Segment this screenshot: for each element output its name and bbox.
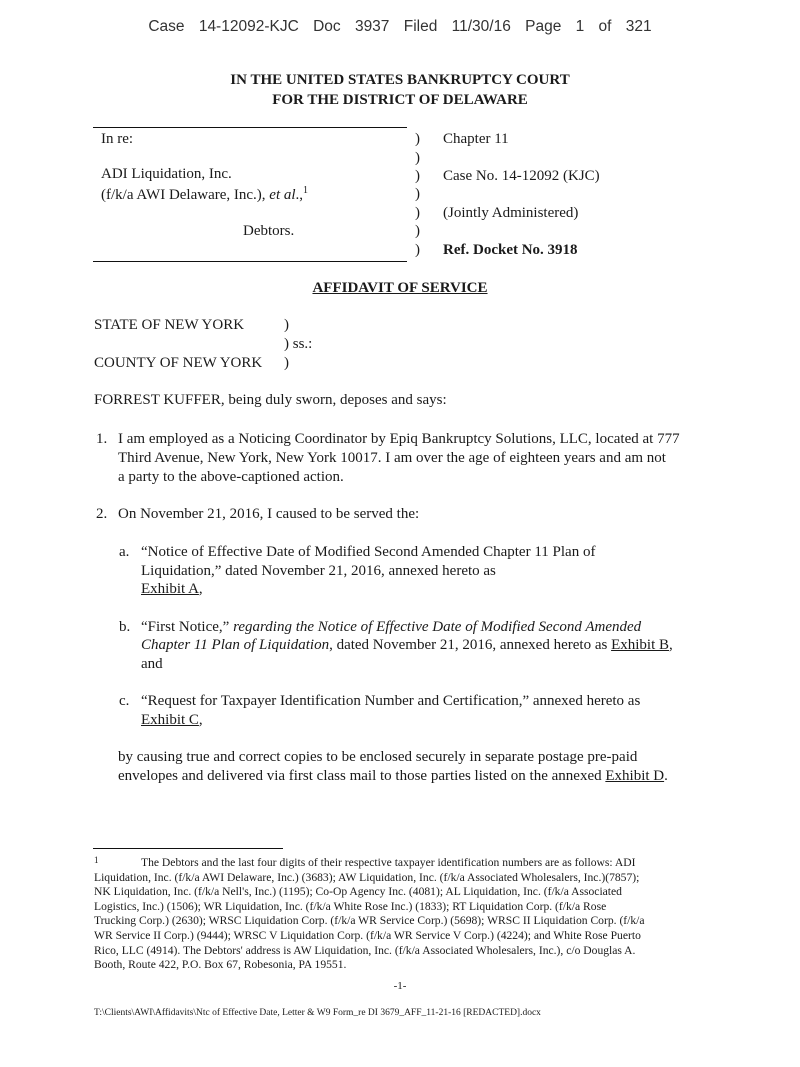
footnote-line: Logistics, Inc.) (1506); WR Liquidation, Inc. (f/k/a White Rose Inc.) (1833); RT Liquidation Corp. (f/k/a Rose: [94, 899, 607, 913]
caption-top-rule: [93, 127, 407, 128]
caption-paren: ): [415, 186, 420, 202]
venue-state: STATE OF NEW YORK: [94, 317, 245, 333]
caption-paren: ): [415, 150, 420, 166]
footnote-line: NK Liquidation, Inc. (f/k/a Nell's, Inc.) (1195); Co-Op Agency Inc. (4081); AL Liquidation, Inc. (f/k/a Associated: [94, 885, 622, 899]
venue-paren: ): [284, 355, 289, 371]
para-1-line: a party to the above-captioned action.: [118, 469, 344, 485]
chapter-label: Chapter 11: [443, 131, 509, 147]
item-a-line: “Notice of Effective Date of Modified Second Amended Chapter 11 Plan of: [141, 544, 596, 560]
caption-paren: ): [415, 168, 420, 184]
item-a-letter: a.: [119, 544, 130, 560]
footnote-line: Liquidation, Inc. (f/k/a AWI Delaware, Inc.) (3683); AW Liquidation, Inc. (f/k/a Associated Wholesalers, Inc.)(7857);: [94, 870, 640, 884]
item-b-letter: b.: [119, 619, 131, 635]
debtors-label: Debtors.: [243, 223, 295, 239]
exhibit-b-ref: Exhibit B: [611, 637, 669, 653]
item-b-line: Chapter 11 Plan of Liquidation, dated November 21, 2016, annexed hereto as Exhibit B,: [141, 637, 673, 653]
page-number: -1-: [393, 980, 407, 992]
caption-paren: ): [415, 223, 420, 239]
caption-paren: ): [415, 242, 420, 258]
para-1-line: I am employed as a Noticing Coordinator by Epiq Bankruptcy Solutions, LLC, located at 777: [118, 431, 680, 447]
footnote-line: Rico, LLC (4914). The Debtors' address is AW Liquidation, Inc. (f/k/a Associated Wholesalers, Inc.), c/o Douglas A.: [94, 943, 636, 957]
debtor-fka: (f/k/a AWI Delaware, Inc.), et al.,$^1$: [101, 185, 309, 203]
debtor-name: ADI Liquidation, Inc.: [101, 166, 232, 182]
in-re-label: In re:: [101, 131, 134, 147]
caption-paren: ): [415, 131, 420, 147]
docket-header: Case 14-12092-KJC Doc 3937 Filed 11/30/16 Page 1 of 321: [148, 18, 652, 35]
jointly-administered: (Jointly Administered): [443, 205, 579, 221]
para-2-line: On November 21, 2016, I caused to be served the:: [118, 506, 420, 522]
affiant-intro: FORREST KUFFER, being duly sworn, deposes and says:: [94, 392, 447, 408]
document-title: AFFIDAVIT OF SERVICE: [312, 280, 488, 296]
closing-line: by causing true and correct copies to be enclosed securely in separate postage pre-paid: [118, 749, 638, 765]
item-a-line: Exhibit A,: [141, 581, 203, 597]
footnote-ref: 1: [303, 185, 309, 196]
para-1-line: Third Avenue, New York, New York 10017. I am over the age of eighteen years and am not: [118, 450, 666, 466]
item-b-line: “First Notice,” regarding the Notice of Effective Date of Modified Second Amended: [141, 619, 642, 635]
file-path: T:\Clients\AWI\Affidavits\Ntc of Effective Date, Letter & W9 Form_re DI 3679_AFF_11-21-16 [REDACTED].docx: [94, 1008, 541, 1018]
item-c-line: “Request for Taxpayer Identification Number and Certification,” annexed hereto as: [141, 693, 641, 709]
venue-ss: ) ss.:: [284, 336, 313, 352]
case-number: Case No. 14-12092 (KJC): [443, 168, 600, 184]
footnote: [94, 856, 706, 973]
venue-county: COUNTY OF NEW YORK: [94, 355, 263, 371]
court-district: FOR THE DISTRICT OF DELAWARE: [272, 92, 528, 108]
footnote-separator: [93, 848, 283, 849]
caption-paren: ): [415, 205, 420, 221]
ref-docket: Ref. Docket No. 3918: [443, 242, 578, 258]
footnote-mark: 1: [94, 855, 99, 865]
caption-bottom-rule: [93, 261, 407, 262]
court-name: IN THE UNITED STATES BANKRUPTCY COURT: [230, 72, 570, 88]
item-b-line: and: [141, 656, 163, 672]
item-c-letter: c.: [119, 693, 130, 709]
exhibit-d-ref: Exhibit D: [605, 768, 665, 784]
item-c-line: Exhibit C,: [141, 712, 203, 728]
item-a-line: Liquidation,” dated November 21, 2016, annexed hereto as: [141, 563, 496, 579]
venue-paren: ): [284, 317, 289, 333]
closing-line: envelopes and delivered via first class mail to those parties listed on the annexed Exhibit D.: [118, 768, 668, 784]
et-al: et al: [269, 187, 296, 203]
exhibit-a-ref: Exhibit A: [141, 581, 199, 597]
footnote-line: 1 The Debtors and the last four digits of their respective taxpayer identification numbers are as follows: ADI: [94, 855, 636, 869]
para-1-number: 1.: [96, 431, 108, 447]
footnote-line: Trucking Corp.) (2630); WRSC Liquidation Corp. (f/k/a WR Service Corp.) (5698); WRSC II Liquidation Corp. (f/k/a: [94, 914, 645, 928]
footnote-line: Booth, Route 422, P.O. Box 67, Robesonia, PA 19551.: [94, 958, 347, 972]
footnote-line: WR Service II Corp.) (9444); WRSC V Liquidation Corp. (f/k/a WR Service V Corp.) (4224); and White Rose Puerto: [94, 928, 641, 942]
para-2-number: 2.: [96, 506, 108, 522]
exhibit-c-ref: Exhibit C: [141, 712, 199, 728]
